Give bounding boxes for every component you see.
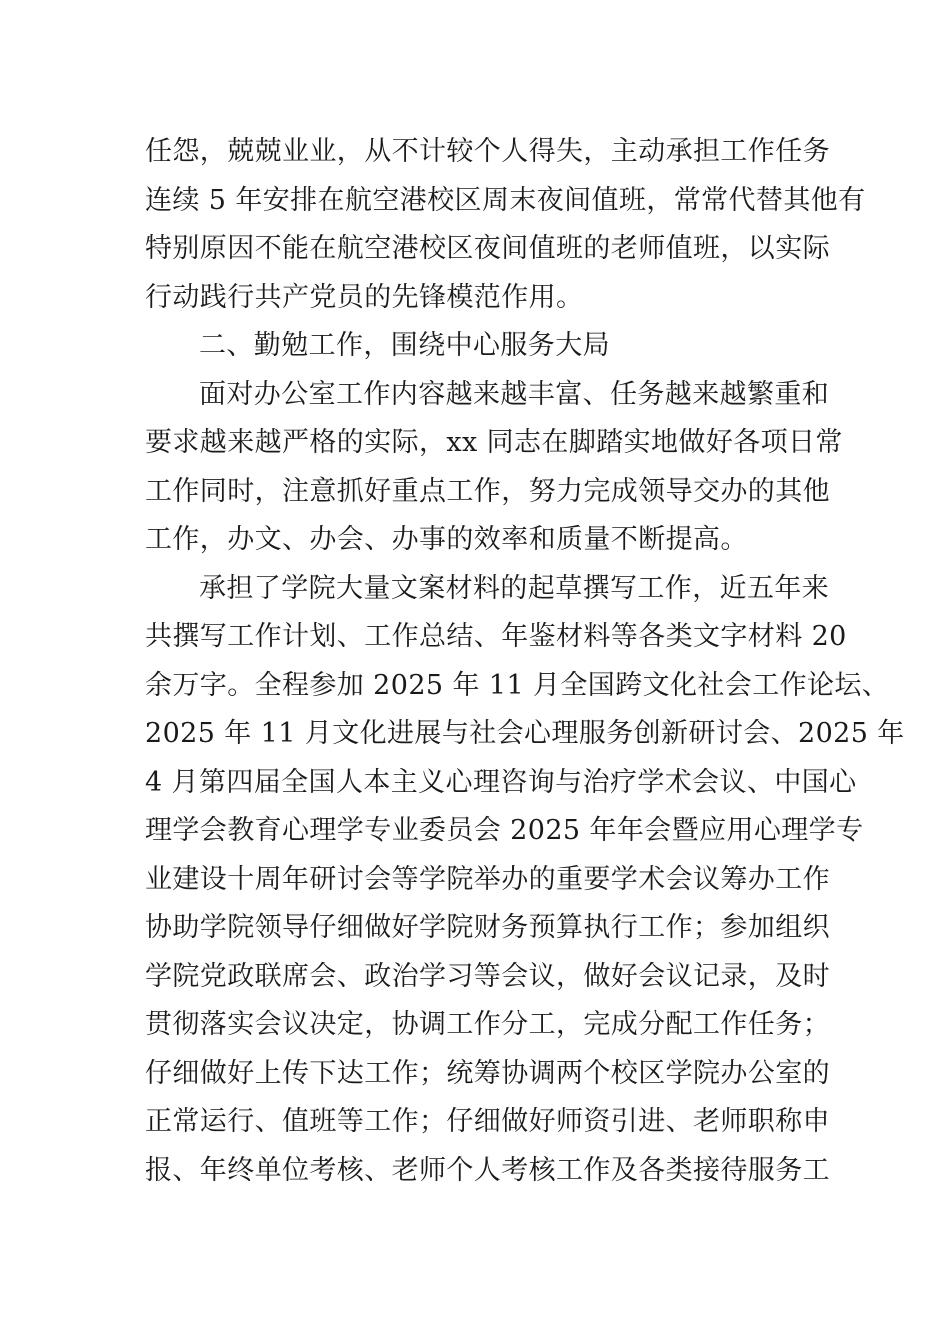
text-line: 理学会教育心理学专业委员会 2025 年年会暨应用心理学专: [145, 815, 864, 846]
text-line: 面对办公室工作内容越来越丰富、任务越来越繁重和: [199, 378, 830, 410]
text-line: 共撰写工作计划、工作总结、年鉴材料等各类文字材料 20: [145, 621, 847, 652]
text-line: 4 月第四届全国人本主义心理咨询与治疗学术会议、中国心: [145, 766, 857, 798]
text-line: 学院党政联席会、政治学习等会议，做好会议记录，及时: [145, 960, 830, 992]
text-line: 承担了学院大量文案材料的起草撰写工作，近五年来: [199, 572, 830, 604]
text-line: 特别原因不能在航空港校区夜间值班的老师值班，以实际: [145, 233, 830, 264]
text-line: 行动践行共产党员的先锋模范作用。: [145, 281, 584, 313]
text-line: 正常运行、值班等工作；仔细做好师资引进、老师职称申: [145, 1106, 830, 1137]
text-line: 任怨，兢兢业业，从不计较个人得失，主动承担工作任务: [145, 136, 830, 167]
text-line: 余万字。全程参加 2025 年 11 月全国跨文化社会工作论坛、: [145, 669, 890, 701]
text-line: 报、年终单位考核、老师个人考核工作及各类接待服务工: [145, 1154, 830, 1186]
section-heading: 二、勤勉工作，围绕中心服务大局: [199, 330, 610, 361]
text-line: 业建设十周年研讨会等学院举办的重要学术会议筹办工作: [145, 863, 830, 895]
text-line: 协助学院领导仔细做好学院财务预算执行工作；参加组织: [145, 912, 830, 943]
text-line: 连续 5 年安排在航空港校区周末夜间值班，常常代替其他有: [145, 184, 866, 216]
text-line: 2025 年 11 月文化进展与社会心理服务创新研讨会、2025 年: [145, 718, 905, 749]
document-body: [145, 128, 905, 1195]
text-line: 贯彻落实会议决定，协调工作分工，完成分配工作任务；: [145, 1009, 830, 1040]
text-line: 工作同时，注意抓好重点工作，努力完成领导交办的其他: [145, 475, 830, 507]
text-line: 要求越来越严格的实际，xx 同志在脚踏实地做好各项日常: [145, 427, 843, 458]
text-line: 仔细做好上传下达工作；统筹协调两个校区学院办公室的: [145, 1057, 830, 1089]
text-line: 工作，办文、办会、办事的效率和质量不断提高。: [145, 524, 748, 555]
